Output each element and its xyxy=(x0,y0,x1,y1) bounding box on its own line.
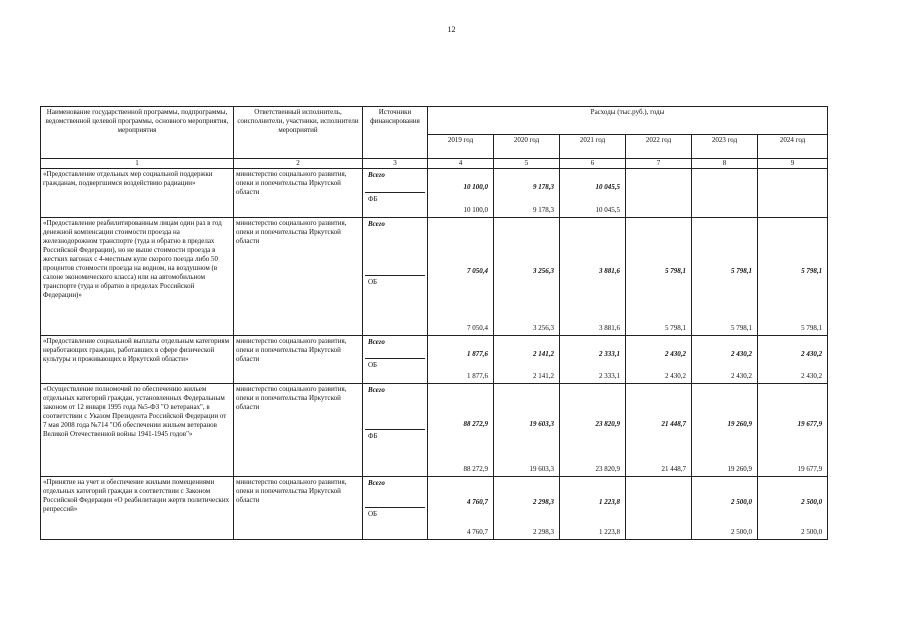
fund-amount: 2 141,2 xyxy=(533,372,554,380)
measure-name: «Принятие на учет и обеспечение жилыми помещениями отдельных категорий граждан в соответствии с Законом Российской Федерации «О реабилитации жертв политических репрессий» xyxy=(41,477,234,540)
column-number: 9 xyxy=(758,159,828,169)
total-amount: 9 178,3 xyxy=(533,183,554,191)
fund-amount: 2 430,2 xyxy=(801,372,823,380)
source-fund: ОБ xyxy=(365,507,425,539)
table-row xyxy=(41,384,828,477)
fund-amount: 10 045,5 xyxy=(595,206,620,214)
page-number: 12 xyxy=(447,25,456,34)
measure-name: «Осуществление полномочий по обеспечению жильем отдельных категорий граждан, установленных Федеральным законом от 12 января 1995 года №5-ФЗ "О ветеранах", в соответствии с Указом Президента Российской Федерации от 7 мая 2008 года №714 "Об обеспечении жильем ветеранов Великой Отечественной войны 1941-1945 годов"» xyxy=(41,384,234,477)
header-source: Источники финансирования xyxy=(363,107,428,159)
total-amount: 88 272,9 xyxy=(463,420,488,428)
fund-amount xyxy=(760,193,825,216)
fund-amount: 19 603,3 xyxy=(529,465,554,473)
total-amount xyxy=(760,170,825,193)
fund-amount: 2 333,1 xyxy=(599,372,620,380)
total-amount: 1 877,6 xyxy=(467,349,488,358)
source-fund: ФБ xyxy=(365,429,425,476)
total-amount: 7 050,4 xyxy=(467,266,488,275)
total-amount: 3 256,3 xyxy=(533,266,554,275)
total-amount: 2 430,2 xyxy=(665,349,686,358)
total-amount: 2 500,0 xyxy=(731,498,752,506)
column-number: 5 xyxy=(494,159,560,169)
fund-amount: 1 877,6 xyxy=(467,372,488,380)
header-name: Наименование государственной программы, подпрограммы, ведомственной целевой программы, основного мероприятия, мероприятия xyxy=(41,107,234,159)
source-total: Всего xyxy=(368,220,385,228)
header-year: 2019 год xyxy=(428,135,494,159)
executor-name: министерство социального развития, опеки и попечительства Иркутской области xyxy=(234,218,363,336)
header-year: 2020 год xyxy=(494,135,560,159)
fund-amount: 9 178,3 xyxy=(533,206,554,214)
header-year: 2022 год xyxy=(626,135,692,159)
header-year: 2024 год xyxy=(758,135,828,159)
total-amount: 2 500,0 xyxy=(801,498,823,506)
total-amount: 5 798,1 xyxy=(731,266,752,275)
column-number: 7 xyxy=(626,159,692,169)
total-amount: 2 430,2 xyxy=(801,349,823,358)
fund-amount: 4 760,7 xyxy=(467,528,488,536)
executor-name: министерство социального развития, опеки и попечительства Иркутской области xyxy=(234,477,363,540)
executor-name: министерство социального развития, опеки и попечительства Иркутской области xyxy=(234,169,363,218)
column-number: 3 xyxy=(363,159,428,169)
total-amount: 2 141,2 xyxy=(533,349,554,358)
total-amount: 3 881,6 xyxy=(599,266,620,275)
header-expenses: Расходы (тыс.руб.), годы xyxy=(428,107,828,135)
header-year: 2021 год xyxy=(560,135,626,159)
column-numbers-row xyxy=(41,159,828,169)
total-amount xyxy=(694,170,755,193)
total-amount: 1 223,8 xyxy=(599,498,620,506)
total-amount: 5 798,1 xyxy=(665,266,686,275)
fund-amount: 2 430,2 xyxy=(731,372,752,380)
total-amount: 19 677,9 xyxy=(797,420,823,428)
fund-amount xyxy=(694,193,755,216)
column-number: 1 xyxy=(41,159,234,169)
total-amount: 2 430,2 xyxy=(731,349,752,358)
table-row xyxy=(41,477,828,540)
total-amount: 19 260,9 xyxy=(727,420,752,428)
header-executor: Ответственный исполнитель, соисполнители, участники, исполнители мероприятий xyxy=(234,107,363,159)
fund-amount: 19 260,9 xyxy=(727,465,752,473)
total-amount: 2 298,3 xyxy=(533,498,554,506)
fund-amount: 3 256,3 xyxy=(533,324,554,332)
table-row xyxy=(41,169,828,218)
source-total: Всего xyxy=(368,338,385,346)
column-number: 4 xyxy=(428,159,494,169)
source-fund: ФБ xyxy=(365,192,425,217)
fund-amount: 88 272,9 xyxy=(463,465,488,473)
source-fund: ОБ xyxy=(365,358,425,382)
fund-amount: 19 677,9 xyxy=(797,465,823,473)
table-row xyxy=(41,336,828,384)
fund-amount xyxy=(628,193,689,216)
source-total: Всего xyxy=(368,386,385,394)
expenses-table xyxy=(40,106,828,540)
fund-amount: 2 430,2 xyxy=(665,372,686,380)
total-amount xyxy=(628,170,689,193)
source-total: Всего xyxy=(368,171,385,179)
fund-amount: 5 798,1 xyxy=(801,324,823,332)
fund-amount: 5 798,1 xyxy=(665,324,686,332)
source-fund: ОБ xyxy=(365,275,425,334)
fund-amount: 2 500,0 xyxy=(731,528,752,536)
fund-amount: 2 298,3 xyxy=(533,528,554,536)
fund-amount: 3 881,6 xyxy=(599,324,620,332)
measure-name: «Предоставление отдельных мер социальной поддержки гражданам, подвергшимся воздействию радиации» xyxy=(41,169,234,218)
measure-name: «Предоставление социальной выплаты отдельным категориям неработающих граждан, работавших в сфере физической культуры и проживающих в Иркутской области» xyxy=(41,336,234,384)
header-year: 2023 год xyxy=(692,135,758,159)
total-amount: 4 760,7 xyxy=(467,498,488,506)
total-amount: 5 798,1 xyxy=(801,266,823,275)
fund-amount: 21 448,7 xyxy=(661,465,686,473)
column-number: 2 xyxy=(234,159,363,169)
fund-amount: 10 100,0 xyxy=(463,206,488,214)
executor-name: министерство социального развития, опеки и попечительства Иркутской области xyxy=(234,336,363,384)
total-amount: 10 045,5 xyxy=(595,183,620,191)
total-amount: 19 603,3 xyxy=(529,420,554,428)
total-amount: 21 448,7 xyxy=(661,420,686,428)
source-total: Всего xyxy=(368,479,385,487)
total-amount: 10 100,0 xyxy=(463,183,488,191)
executor-name: министерство социального развития, опеки и попечительства Иркутской области xyxy=(234,384,363,477)
fund-amount: 5 798,1 xyxy=(731,324,752,332)
total-amount: 23 820,9 xyxy=(595,420,620,428)
fund-amount: 2 500,0 xyxy=(801,528,823,536)
total-amount xyxy=(628,478,689,508)
fund-amount xyxy=(628,508,689,538)
column-number: 6 xyxy=(560,159,626,169)
fund-amount: 1 223,8 xyxy=(599,528,620,536)
column-number: 8 xyxy=(692,159,758,169)
fund-amount: 7 050,4 xyxy=(467,324,488,332)
total-amount: 2 333,1 xyxy=(599,349,620,358)
fund-amount: 23 820,9 xyxy=(595,465,620,473)
table-row xyxy=(41,218,828,336)
measure-name: «Предоставление реабилитированным лицам один раз в год денежной компенсации стоимости проезда на железнодорожном транспорте (туда и обратно в пределах Российской Федерации), но не выше стоимости проезда в жестких вагонах с 4-местным купе скорого поезда либо 50 процентов стоимости проезда на водном, на воздушном (в салоне экономического класса) или на автомобильном транспорте (туда и обратно в пределах Российской Федерации)» xyxy=(41,218,234,336)
